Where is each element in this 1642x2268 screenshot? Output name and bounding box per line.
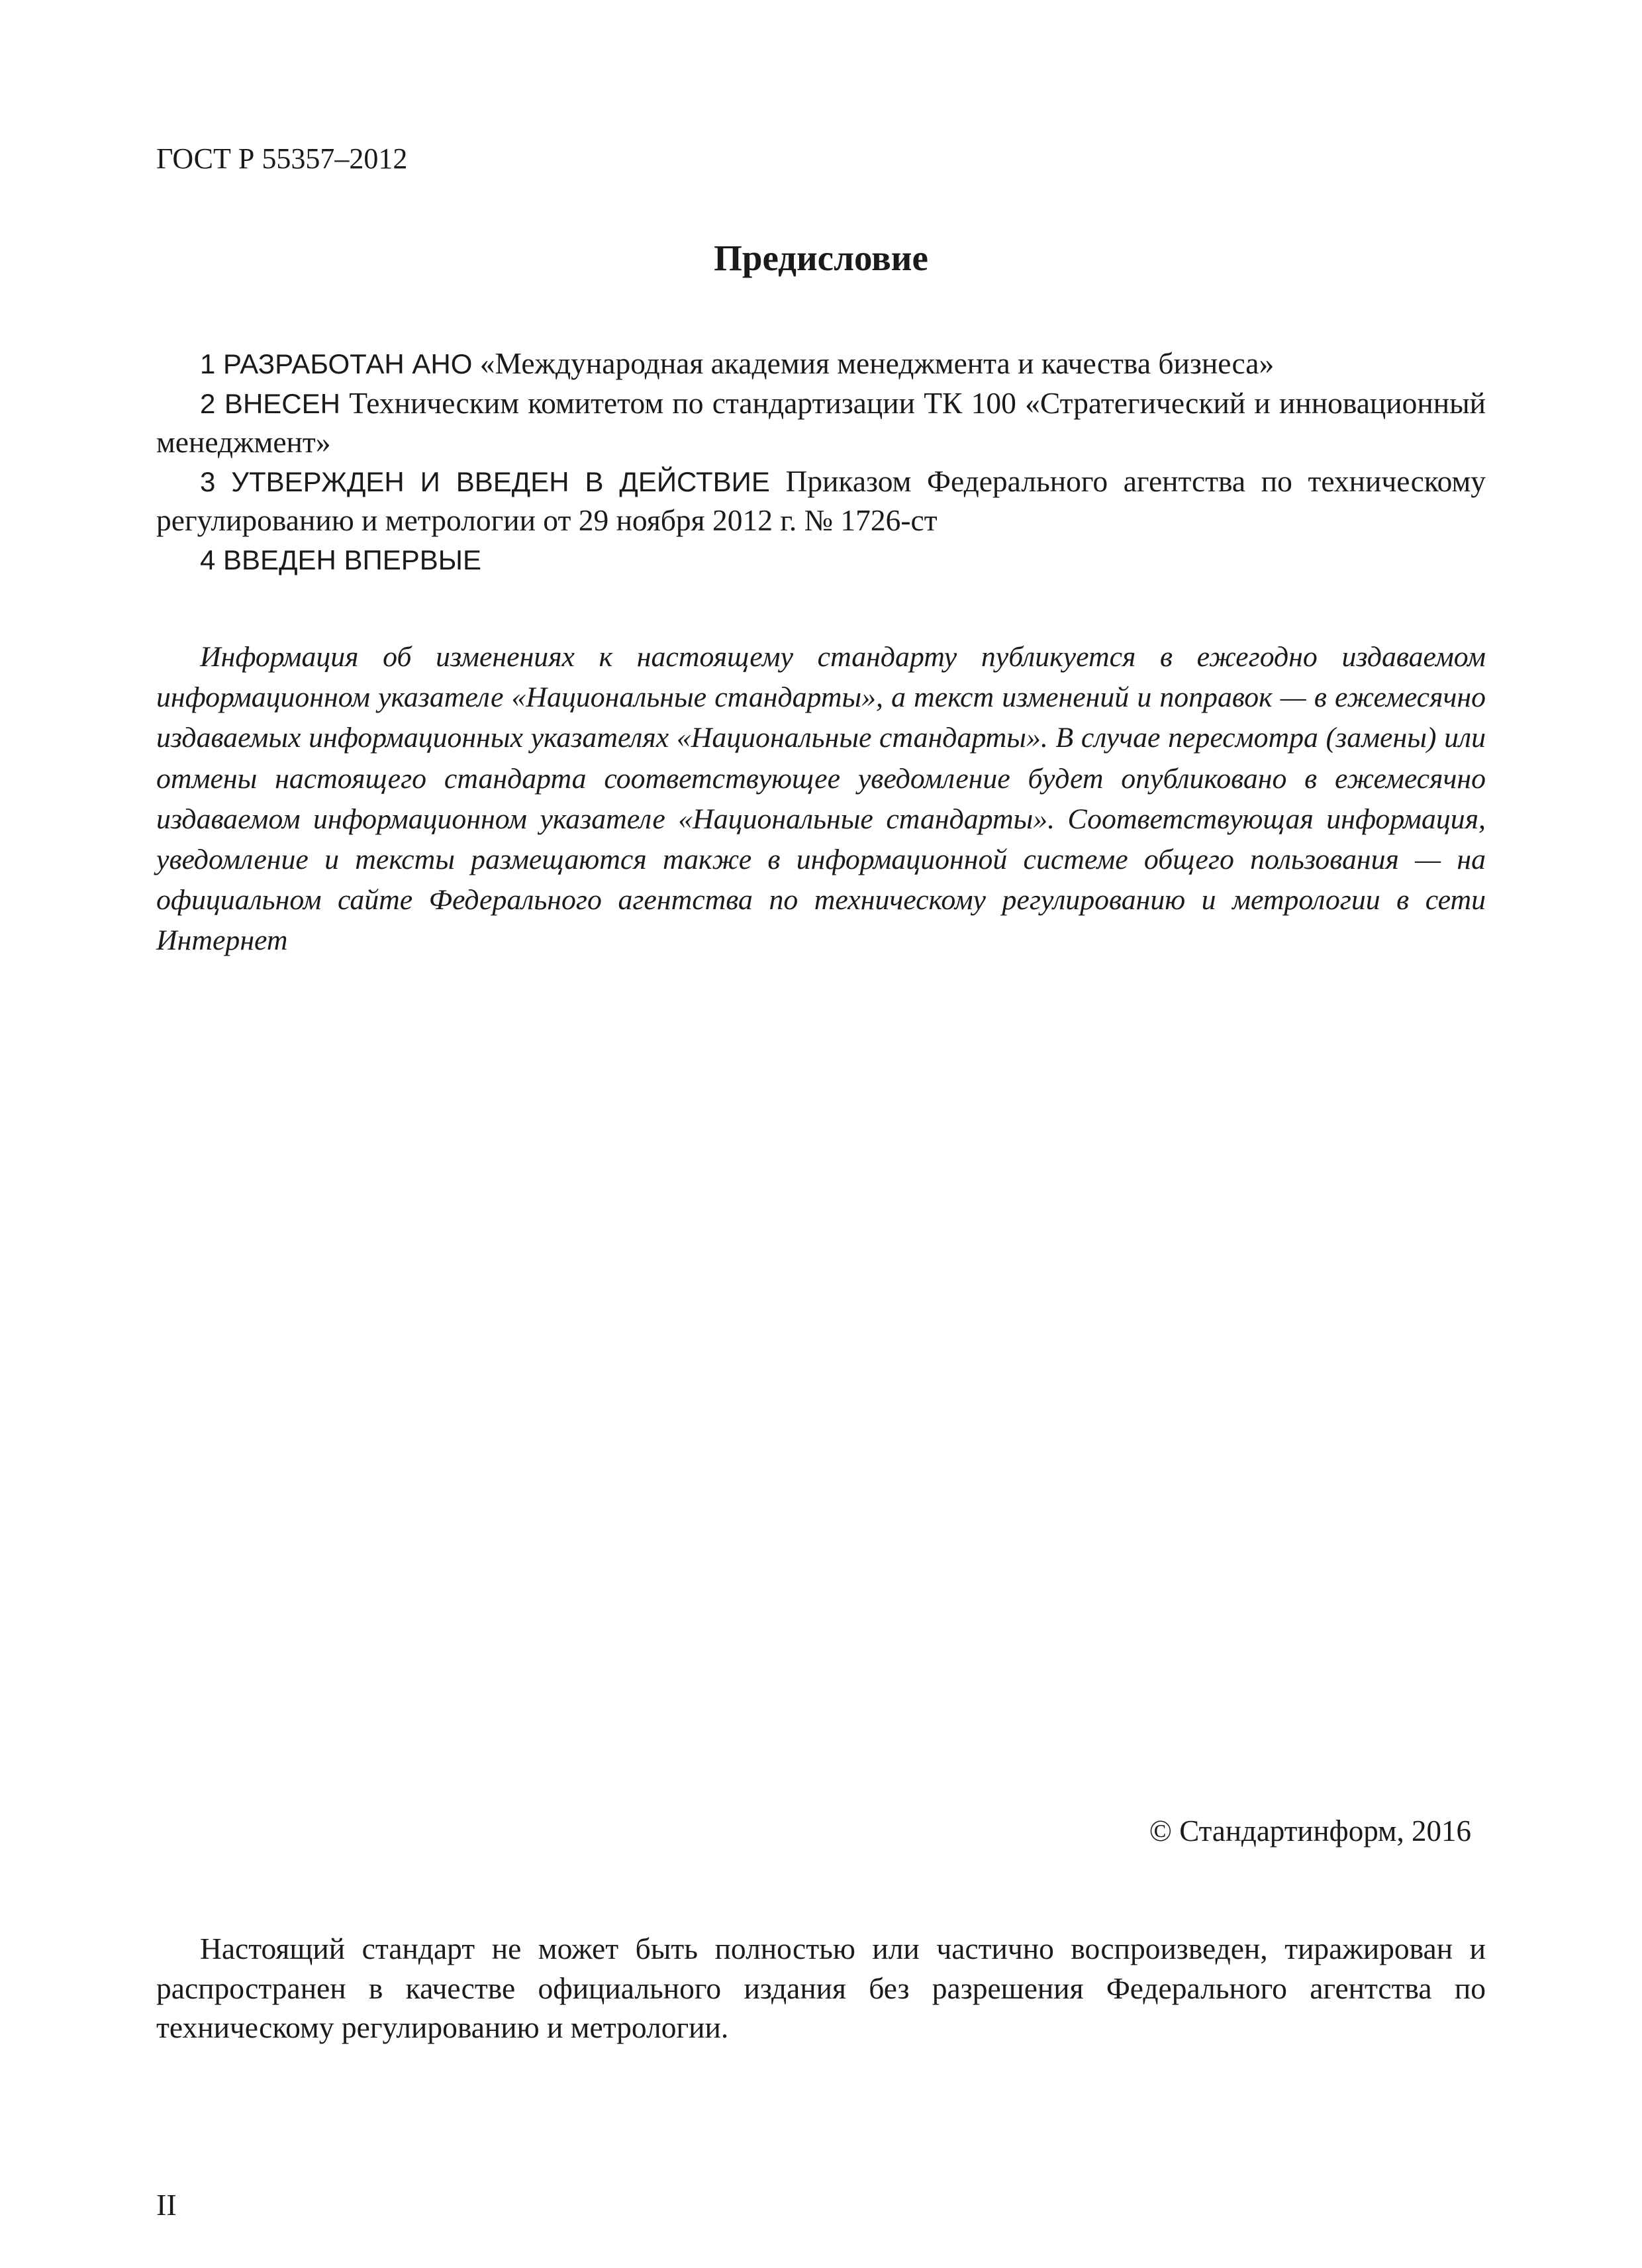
document-code: ГОСТ Р 55357–2012 <box>156 142 408 175</box>
preface-item-text: Техническим комитетом по стандартизации ТК 100 «Стратегический и инновационный менеджмент» <box>156 385 1486 460</box>
preface-item-approved <box>156 462 1486 540</box>
copyright-text: © Стандартинформ, 2016 <box>1149 1814 1471 1848</box>
reproduction-notice: Настоящий стандарт не может быть полностью или частично воспроизведен, тиражирован и распространен в качестве официального издания без разрешения Федерального агентства по техническому регулированию и метрологии. <box>156 1932 1486 2044</box>
preface-list <box>156 344 1486 580</box>
page-title: Предисловие <box>714 238 928 278</box>
preface-item-text: «Международная академия менеджмента и качества бизнеса» <box>472 346 1275 380</box>
preface-item-developed <box>156 344 1486 384</box>
preface-item-submitted <box>156 384 1486 462</box>
preface-item-lead: 2 ВНЕСЕН <box>200 387 340 419</box>
preface-item-introduced <box>156 540 1486 580</box>
page-number: II <box>156 2188 177 2222</box>
preface-item-lead: 1 РАЗРАБОТАН АНО <box>200 348 473 379</box>
preface-item-text: Приказом Федерального агентства по техническому регулированию и метрологии от 29 ноября 2012 г. № 1726-ст <box>156 464 1486 538</box>
preface-item-lead: 3 УТВЕРЖДЕН И ВВЕДЕН В ДЕЙСТВИЕ <box>200 466 770 497</box>
copyright-notice <box>1149 1811 1471 1851</box>
preface-item-lead: 4 ВВЕДЕН ВПЕРВЫЕ <box>200 544 481 575</box>
info-note-paragraph: Информация об изменениях к настоящему стандарту публикуется в ежегодно издаваемом информационном указателе «Национальные стандарты», а текст изменений и поправок — в ежемесячно издаваемых информационных указателях «Национальные стандарты». В случае пересмотра (замены) или отмены настоящего стандарта соответствующее уведомление будет опубликовано в ежемесячно издаваемом информационном указателе «Национальные стандарты». Соответствующая информация, уведомление и тексты размещаются также в информационной системе общего пользования — на официальном сайте Федерального агентства по техническому регулированию и метрологии в сети Интернет <box>156 641 1486 957</box>
